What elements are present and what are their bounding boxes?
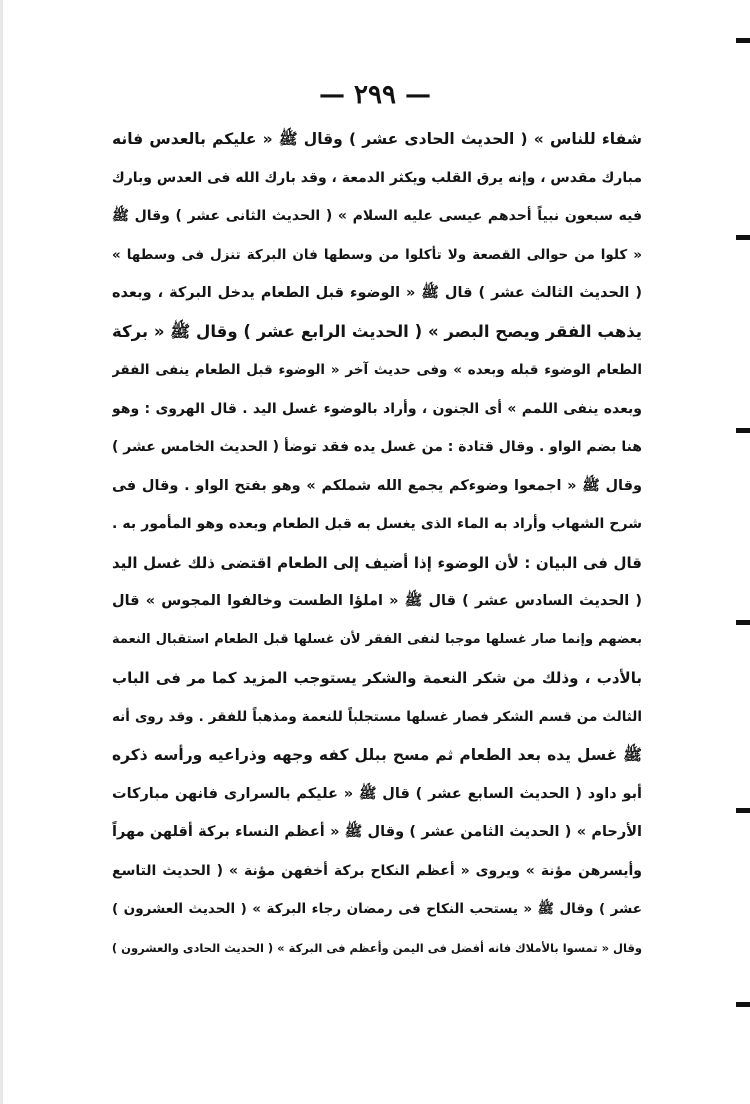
text-line: ( الحديث السادس عشر ) قال ﷺ « املؤا الطست وخالفوا المجوس » قال	[112, 593, 642, 609]
scan-edge	[0, 0, 3, 1104]
text-line	[112, 1006, 642, 1045]
scan-edge-mark	[736, 1002, 750, 1007]
text-line: الطعام الوضوء قبله وبعده » وفى حديث آخر « الوضوء قبل الطعام ينفى الفقر	[112, 362, 642, 378]
text-line: وبعده ينفى اللمم » أى الجنون ، وأراد بالوضوء غسل اليد . قال الهروى : وهو	[112, 400, 642, 417]
text-line: عشر ) وقال ﷺ « يستحب النكاح فى رمضان رجاء البركة » ( الحديث العشرون )	[112, 901, 642, 917]
text-line: وقال « تمسوا بالأملاك فانه أفضل فى اليمن وأعظم فى البركة » ( الحديث الحادى والعشرون )	[112, 940, 642, 955]
body-text	[112, 120, 642, 1044]
text-line: الأرحام » ( الحديث الثامن عشر ) وقال ﷺ « أعظم النساء بركة أقلهن مهراً	[112, 824, 642, 840]
text-line: وأيسرهن مؤنة » ويروى « أعظم النكاح بركة أخفهن مؤنة » ( الحديث التاسع	[112, 862, 642, 879]
page-number: — ٢٩٩ —	[318, 80, 432, 110]
text-line: قال فى البيان : لأن الوضوء إذا أضيف إلى الطعام اقتضى ذلك غسل اليد	[112, 553, 642, 572]
text-line: ﷺ غسل يده بعد الطعام ثم مسح ببلل كفه وجهه وذراعيه ورأسه ذكره	[112, 746, 642, 764]
scan-edge-mark	[736, 428, 750, 433]
text-line: أبو داود ( الحديث السابع عشر ) قال ﷺ « عليكم بالسرارى فانهن مباركات	[112, 785, 642, 802]
scan-edge-mark	[736, 808, 750, 813]
text-line: بعضهم وإنما صار غسلها موجبا لنفى الفقر لأن غسلها قبل الطعام استقبال النعمة	[112, 631, 642, 647]
text-line: الثالث من قسم الشكر فصار غسلها مستجلباً للنعمة ومذهباً للفقر . وقد روى أنه	[112, 708, 642, 725]
text-line: « كلوا من حوالى القصعة ولا تأكلوا من وسطها فان البركة تنزل فى وسطها »	[112, 246, 642, 263]
text-line: هنا بضم الواو . وقال قتادة : من غسل يده فقد توضأ ( الحديث الخامس عشر )	[112, 439, 642, 455]
text-line: شرح الشهاب وأراد به الماء الذى يغسل به قبل الطعام وبعده وهو المأمور به .	[112, 516, 642, 532]
scan-edge-mark	[736, 38, 750, 43]
text-line: بالأدب ، وذلك من شكر النعمة والشكر يستوجب المزيد كما مر فى الباب	[112, 669, 642, 687]
text-line: فيه سبعون نبياً أحدهم عيسى عليه السلام » ( الحديث الثانى عشر ) وقال ﷺ	[112, 208, 642, 224]
text-line: وقال ﷺ « اجمعوا وضوءكم يجمع الله شملكم » وهو بفتح الواو . وقال فى	[112, 477, 642, 494]
scan-edge-mark	[736, 620, 750, 625]
text-line: مبارك مقدس ، وإنه يرق القلب ويكثر الدمعة ، وقد بارك الله فى العدس وبارك	[112, 169, 642, 186]
text-line: يذهب الفقر ويصح البصر » ( الحديث الرابع عشر ) وقال ﷺ « بركة	[112, 321, 642, 341]
text-line	[112, 967, 642, 1006]
text-line: ( الحديث الثالث عشر ) قال ﷺ « الوضوء قبل الطعام يدخل البركة ، وبعده	[112, 285, 642, 301]
scan-edge-mark	[736, 235, 750, 240]
text-line: شفاء للناس » ( الحديث الحادى عشر ) وقال ﷺ « عليكم بالعدس فانه	[112, 130, 642, 148]
